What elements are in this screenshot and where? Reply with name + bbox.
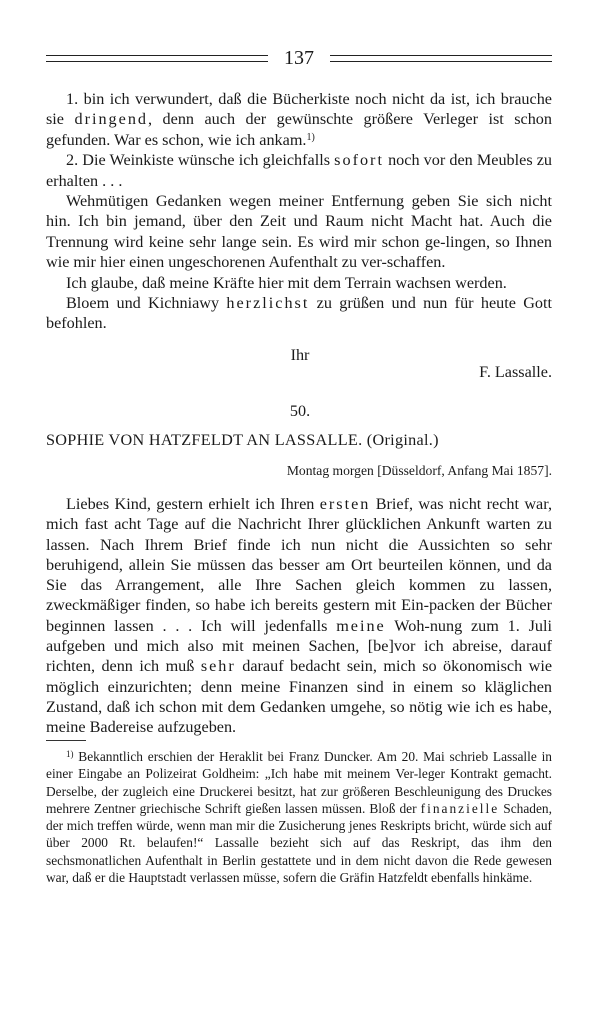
page-number: 137 [284,47,314,69]
paragraph-5: Bloem und Kichniawy herzlichst zu grüßen und nun für heute Gott befohlen. [46,294,553,333]
footnote-ref: 1) [306,131,315,143]
letter-body [46,494,552,738]
signature-name: F. Lassalle. [479,363,552,381]
footnote-marker: 1) [66,749,74,759]
letter-title: SOPHIE VON HATZFELDT AN LASSALLE. (Original.) [46,431,439,449]
signature-closing: Ihr [290,346,310,364]
paragraph-3: Wehmütigen Gedanken wegen meiner Entfernung geben Sie sich nicht hin. Ich bin jemand, über den Zeit und Raum nicht Macht hat. Auch die Trennung wird keine sehr lange sein. Es wird mir schon ge-lingen, so Ihnen wie mir hier einen ungeschorenen Aufenthalt zu ver-schaffen. [46,192,552,272]
letter-number: 50. [289,402,311,420]
header-rule-right [330,55,552,62]
footnote: $^{1)}$ Bekanntlich erschien der Heraklit bei Franz Duncker. Am 20. Mai schrieb Lassalle in einer Eingabe an Polizeirat Goldheim: „Ich habe mit meinem Ver-leger Kontrakt gemacht. Derselbe, der zugleich eine Druckerei besitzt, hat zur größeren Beschleunigung des Druckes mehrere Zentner griechische Schrift gießen lassen müssen. Bloß der finanzielle Schaden, der mich treffen würde, wenn man mir die Zusicherung jenes Reskripts bricht, würde sich auf über 2000 Rt. belaufen!“ Lassalle bezieht sich auf das Reskript, das ihm den sechsmonatlichen Aufenthalt in Berlin gestattete und in dem nicht davon die Rede gewesen war, daß er die Hauptstadt verlassen müsse, sofern die Gräfin Hatzfeldt ebenfalls hinkäme. [46,749,552,886]
page-header [46,44,552,74]
paragraph-1: 1. bin ich verwundert, daß die Bücherkiste noch nicht da ist, ich brauche sie dringend, denn auch der gewünschte größere Verleger ist schon gefunden. War es schon, wie ich ankam.$^{1)}$ [46,90,552,149]
letter-dateline: Montag morgen [Düsseldorf, Anfang Mai 1857]. [286,463,552,478]
letter-paragraph: Liebes Kind, gestern erhielt ich Ihren ersten Brief, was nicht recht war, mich fast acht Tage auf die Nachricht Ihrer glücklichen Ankunft warten zu lassen. Nach Ihrem Brief finde ich nun nicht die Aussichten so sehr beruhigend, allein Sie müssen das besser am Ort beurteilen können, und da Sie das Arrangement, alle Ihre Sachen gleich kommen zu lassen, zweckmäßiger finden, so habe ich bereits gestern mit Ein-packen der Bücher beginnen lassen . . . Ich will jedenfalls meine Woh-nung zum 1. Juli aufgeben und mich also mit meinen Sachen, [be]vor ich abreise, darauf richten, denn ich muß sehr darauf bedacht sein, mich so ökonomisch wie möglich einzurichten; denn meine Finanzen sind in einem so kläglichen Zustand, daß ich schon mit dem Gedanken umgehe, so nötig wie ich es habe, meine Badereise aufzugeben. [46,495,553,737]
footnote-rule [46,740,86,741]
paragraph-2: 2. Die Weinkiste wünsche ich gleichfalls sofort noch vor den Meubles zu erhalten . . . [46,151,553,190]
paragraph-4: Ich glaube, daß meine Kräfte hier mit dem Terrain wachsen werden. [66,273,507,292]
letter-continuation [46,89,552,334]
